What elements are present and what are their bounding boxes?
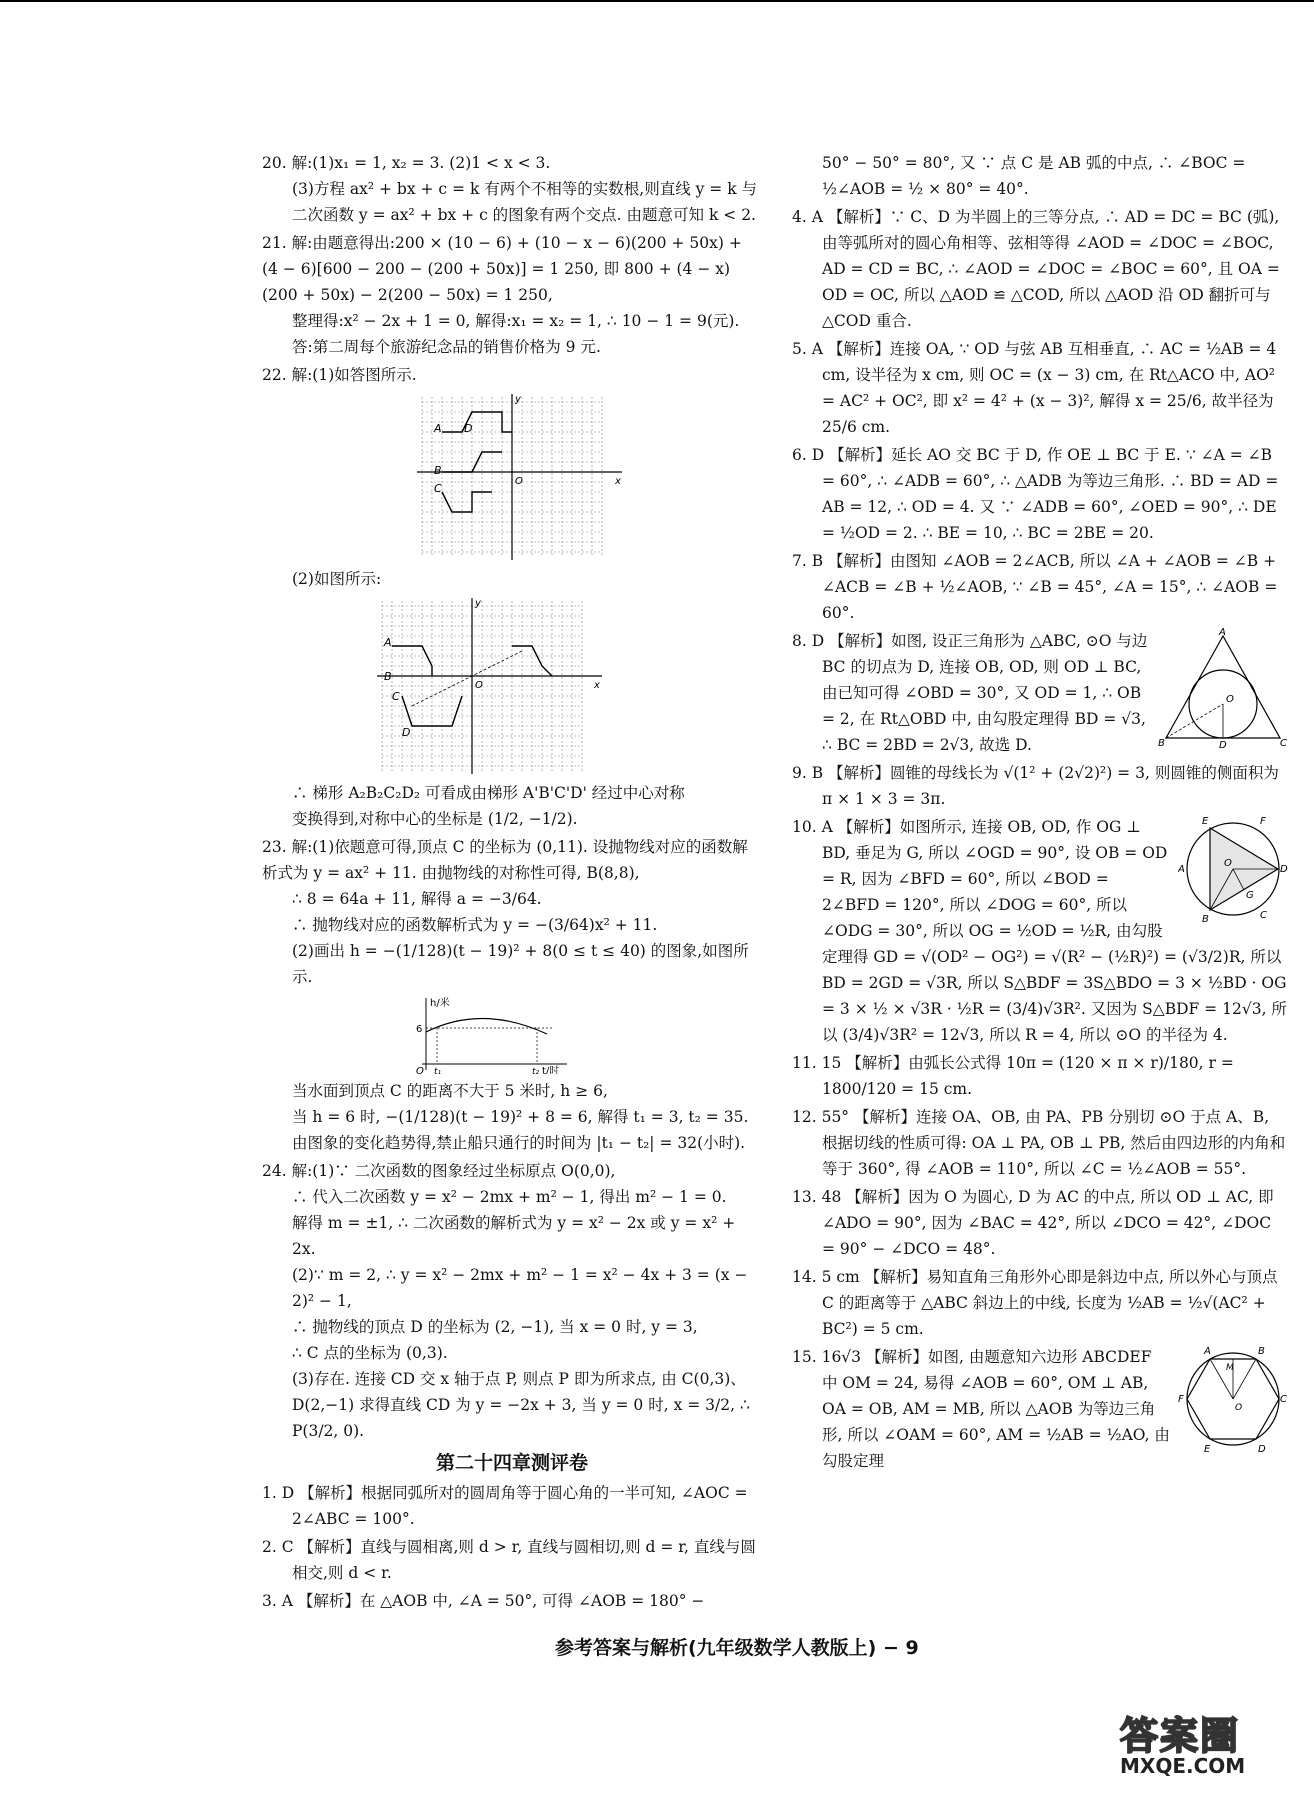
- test-answer-15-block: [792, 1344, 1288, 1474]
- hexagon-figure: [1178, 1344, 1288, 1454]
- answer-23-b-line-1: 当水面到顶点 C 的距离不大于 5 米时, h ≥ 6,: [292, 1082, 608, 1100]
- test-answer-5: 5. A 【解析】连接 OA, ∵ OD 与弦 AB 互相垂直, ∴ AC = ½AB = 4 cm, 设半径为 x cm, 则 OC = (x − 3) cm, 在 Rt△ACO 中, AO² = AC² + OC², 即 x² = 4² + (x − 3)², 解得 x = 25/6, 故半径为 25/6 cm.: [792, 340, 1277, 436]
- segment-ob-15: [1233, 1359, 1256, 1399]
- answer-24-line-3: 解得 m = ±1, ∴ 二次函数的解析式为 y = x² − 2x 或 y = x² + 2x.: [292, 1214, 736, 1258]
- test-answer-10-block: [792, 814, 1288, 1048]
- c10-label-o: O: [1224, 858, 1232, 869]
- c10-label-b: B: [1202, 914, 1209, 924]
- test-answer-6: 6. D 【解析】延长 AO 交 BC 于 D, 作 OE ⊥ BC 于 E. ∵ ∠A = ∠B = 60°, ∴ ∠ADB = 60°, ∴ △ADB 为等边三角形. ∴ BD = AD = AB = 12, ∴ OD = 4. 又 ∵ ∠ADB = 60°, ∠OED = 90°, ∴ DE = ½OD = 2. ∴ BE = 10, ∴ BC = 2BE = 20.: [792, 446, 1279, 542]
- grid-figure-1-svg: [412, 392, 632, 562]
- answer-24: [262, 1158, 762, 1444]
- answer-23-b-line-3: 由图象的变化趋势得,禁止船只通行的时间为 |t₁ − t₂| = 32(小时).: [292, 1134, 746, 1152]
- parabola-figure-svg: [412, 994, 572, 1074]
- answer-23-line-2: ∴ 8 = 64a + 11, 解得 a = −3/64.: [292, 890, 542, 908]
- label-y-1: y: [515, 394, 521, 405]
- c10-label-c: C: [1260, 910, 1267, 921]
- hex-label-c: C: [1280, 1394, 1287, 1405]
- grid-figure-2: [262, 596, 762, 776]
- circle-triangle-figure: [1178, 814, 1288, 924]
- c10-label-g: G: [1246, 890, 1254, 901]
- label-x-2: x: [594, 680, 600, 691]
- hex-label-d: D: [1258, 1444, 1266, 1454]
- hex-label-b: B: [1258, 1346, 1265, 1357]
- t-axis-label: t/时: [542, 1066, 560, 1074]
- answer-20-line-2: (3)方程 ax² + bx + c = k 有两个不相等的实数根,则直线 y = k 与二次函数 y = ax² + bx + c 的图象有两个交点. 由题意可知 k < 2.: [292, 180, 758, 224]
- test-answer-8-block: [792, 628, 1288, 758]
- label-c-2: C: [392, 690, 400, 703]
- label-x-1: x: [615, 476, 621, 487]
- trapezoid-upper: [442, 412, 512, 432]
- c10-label-f: F: [1260, 816, 1266, 827]
- answer-22-part-3-line-1: ∴ 梯形 A₂B₂C₂D₂ 可看成由梯形 A'B'C'D' 经过中心对称: [292, 784, 685, 802]
- triangle-incircle-figure: [1158, 628, 1288, 748]
- label-y-2: y: [475, 598, 481, 609]
- answer-23-b-line-2: 当 h = 6 时, −(1/128)(t − 19)² + 8 = 6, 解得 t₁ = 3, t₂ = 35.: [292, 1108, 749, 1126]
- page-footer: 参考答案与解析(九年级数学人教版上) − 9: [555, 1637, 919, 1659]
- hex-label-m: M: [1226, 1363, 1234, 1373]
- label-d-2: D: [402, 726, 411, 739]
- tri-label-a: A: [1219, 628, 1226, 638]
- test-answer-8: 8. D 【解析】如图, 设正三角形为 △ABC, ⊙O 与边 BC 的切点为 D, 连接 OB, OD, 则 OD ⊥ BC, 由已知可得 ∠OBD = 30°, 又 OD = 1, ∴ OB = 2, 在 Rt△OBD 中, 由勾股定理得 BD = √3, ∴ BC = 2BD = 2√3, 故选 D.: [792, 632, 1148, 754]
- answer-23: [262, 834, 762, 1156]
- label-d-1: D: [464, 422, 473, 435]
- test-answer-2: 2. C 【解析】直线与圆相离,则 d > r, 直线与圆相切,则 d = r, 直线与圆相交,则 d < r.: [262, 1538, 756, 1582]
- label-a-2: A: [384, 636, 392, 649]
- left-column: [262, 150, 762, 1616]
- t2-label: t₂: [532, 1067, 540, 1074]
- level-label: 6: [416, 1024, 423, 1035]
- tri-label-d: D: [1219, 740, 1227, 748]
- test-answer-1: 1. D 【解析】根据同弧所对的圆周角等于圆心角的一半可知, ∠AOC = 2∠ABC = 100°.: [262, 1484, 748, 1528]
- c10-label-d: D: [1280, 864, 1288, 875]
- answer-21: [262, 230, 762, 360]
- label-b-1: B: [434, 464, 442, 477]
- test-answer-15: 15. 16√3 【解析】如图, 由题意知六边形 ABCDEF 中 OM = 24, 易得 ∠AOB = 60°, OM ⊥ AB, OA = OB, AM = MB, 所以 △AOB 为等边三角形, 所以 ∠OAM = 60°, AM = ½AB = ½AO, 由勾股定理: [792, 1348, 1170, 1470]
- label-b-2: B: [384, 670, 392, 683]
- answer-23-line-4: (2)画出 h = −(1/128)(t − 19)² + 8(0 ≤ t ≤ 40) 的图象,如图所示.: [292, 942, 749, 986]
- label-o-2: O: [475, 680, 483, 691]
- tri-label-b: B: [1158, 738, 1165, 748]
- section-title: 第二十四章测评卷: [435, 1452, 588, 1474]
- answer-23-line-3: ∴ 抛物线对应的函数解析式为 y = −(3/64)x² + 11.: [292, 916, 658, 934]
- answer-22-part-2: (2)如图所示:: [292, 570, 382, 588]
- grid-figure-2-svg: [372, 596, 612, 776]
- h-axis-label: h/米: [430, 998, 450, 1009]
- answer-21-line-2: 整理得:x² − 2x + 1 = 0, 解得:x₁ = x₂ = 1, ∴ 10 − 1 = 9(元).: [292, 312, 740, 330]
- watermark-logo-bottom: MXQE.COM: [1120, 1754, 1246, 1778]
- watermark-logo-top: 答案圈: [1120, 1714, 1241, 1758]
- test-answer-3: 3. A 【解析】在 △AOB 中, ∠A = 50°, 可得 ∠AOB = 180° −: [262, 1592, 705, 1610]
- test-answer-11: 11. 15 【解析】由弧长公式得 10π = (120 × π × r)/180, r = 1800/120 = 15 cm.: [792, 1054, 1234, 1098]
- answer-22-part-1: 22. 解:(1)如答图所示.: [262, 366, 417, 384]
- answer-20: [262, 150, 762, 228]
- test-answer-10: 10. A 【解析】如图所示, 连接 OB, OD, 作 OG ⊥ BD, 垂足为 G, 所以 ∠OGD = 90°, 设 OB = OD = R, 因为 ∠BFD = 60°, 所以 ∠BOD = 2∠BFD = 120°, 所以 ∠DOG = 60°, 所以 ∠ODG = 30°, 所以 OG = ½OD = ½R, 由勾股定理得 GD = √(OD² − OG²) = √(R² − (½R)²) = (√3/2)R, 所以 BD = 2GD = √3R, 所以 S△BDF = 3S△BDO = 3 × ½BD · OG = 3 × ½ × √3R · ½R = (3/4)√3R². 又因为 S△BDF = 12√3, 所以 (3/4)√3R² = 12√3, 所以 R = 4, 所以 ⊙O 的半径为 4.: [792, 818, 1287, 1044]
- hex-label-e: E: [1204, 1444, 1211, 1454]
- test-answer-13: 13. 48 【解析】因为 O 为圆心, D 为 AC 的中点, 所以 OD ⊥ AC, 即 ∠ADO = 90°, 因为 ∠BAC = 42°, 所以 ∠DCO = 42°, ∠DOC = 90° − ∠DCO = 48°.: [792, 1188, 1274, 1258]
- answer-20-line-1: 20. 解:(1)x₁ = 1, x₂ = 3. (2)1 < x < 3.: [262, 154, 551, 172]
- parabola-curve: [426, 1018, 547, 1034]
- answer-24-line-7: (3)存在. 连接 CD 交 x 轴于点 P, 则点 P 即为所求点, 由 C(0,3)、D(2,−1) 求得直线 CD 为 y = −2x + 3, 当 y = 0 时, x = 3/2, ∴ P(3/2, 0).: [292, 1370, 750, 1440]
- segment-ob: [1166, 704, 1223, 738]
- hex-label-a: A: [1204, 1346, 1211, 1357]
- hex-label-o: O: [1235, 1403, 1243, 1413]
- tri-label-o: O: [1226, 694, 1234, 705]
- test-answer-9: 9. B 【解析】圆锥的母线长为 √(1² + (2√2)²) = 3, 则圆锥的侧面积为 π × 1 × 3 = 3π.: [792, 764, 1279, 808]
- answer-24-line-1: 24. 解:(1)∵ 二次函数的图象经过坐标原点 O(0,0),: [262, 1162, 616, 1180]
- label-o-1: O: [515, 476, 523, 487]
- right-column: [792, 150, 1288, 1476]
- test-answer-14: 14. 5 cm 【解析】易知直角三角形外心即是斜边中点, 所以外心与顶点 C 的距离等于 △ABC 斜边上的中线, 长度为 ½AB = ½√(AC² + BC²) = 5 cm.: [792, 1268, 1278, 1338]
- c10-label-a: A: [1178, 864, 1185, 875]
- test-answer-3-continued: 50° − 50° = 80°, 又 ∵ 点 C 是 AB 弧的中点, ∴ ∠BOC = ½∠AOB = ½ × 80° = 40°.: [822, 154, 1246, 198]
- answer-21-line-3: 答:第二周每个旅游纪念品的销售价格为 9 元.: [292, 338, 601, 356]
- answer-24-line-5: ∴ 抛物线的顶点 D 的坐标为 (2, −1), 当 x = 0 时, y = 3,: [292, 1318, 698, 1336]
- answer-21-line-1: 21. 解:由题意得出:200 × (10 − 6) + (10 − x − 6)(200 + 50x) + (4 − 6)[600 − 200 − (200 + 50x)] = 1 250, 即 800 + (4 − x)(200 + 50x) − 2(200 − 50x) = 1 250,: [262, 234, 742, 304]
- top-rule: [0, 0, 1314, 2]
- hex-label-f: F: [1178, 1394, 1184, 1405]
- answer-22-part-3-line-2: 变换得到,对称中心的坐标是 (1/2, −1/2).: [292, 810, 578, 828]
- label-c-1: C: [434, 482, 442, 495]
- answer-24-line-4: (2)∵ m = 2, ∴ y = x² − 2mx + m² − 1 = x² − 4x + 3 = (x − 2)² − 1,: [292, 1266, 748, 1310]
- origin-label: O: [416, 1066, 424, 1074]
- parabola-figure: [262, 994, 762, 1074]
- tri-label-c: C: [1280, 738, 1287, 748]
- watermark-logo: [1120, 1705, 1290, 1778]
- answer-24-line-6: ∴ C 点的坐标为 (0,3).: [292, 1344, 448, 1362]
- c10-label-e: E: [1202, 816, 1209, 827]
- answer-23-line-1: 23. 解:(1)依题意可得,顶点 C 的坐标为 (0,11). 设抛物线对应的函数解析式为 y = ax² + 11. 由抛物线的对称性可得, B(8,8),: [262, 838, 748, 882]
- test-answer-4: 4. A 【解析】∵ C、D 为半圆上的三等分点, ∴ AD = DC = BC (弧), 由等弧所对的圆心角相等、弦相等得 ∠AOD = ∠DOC = ∠BOC, AD = CD = BC, ∴ ∠AOD = ∠DOC = ∠BOC = 60°, 且 OA = OD = OC, 所以 △AOD ≌ △COD, 所以 △AOD 沿 OD 翻折可与 △COD 重合.: [792, 208, 1280, 330]
- test-answer-7: 7. B 【解析】由图知 ∠AOB = 2∠ACB, 所以 ∠A + ∠AOB = ∠B + ∠ACB = ∠B + ½∠AOB, ∵ ∠B = 45°, ∠A = 15°, ∴ ∠AOB = 60°.: [792, 552, 1278, 622]
- test-answer-12: 12. 55° 【解析】连接 OA、OB, 由 PA、PB 分别切 ⊙O 于点 A、B, 根据切线的性质可得: OA ⊥ PA, OB ⊥ PB, 然后由四边形的内角和等于 360°, 得 ∠AOB = 110°, 所以 ∠C = ½∠AOB = 55°.: [792, 1108, 1286, 1178]
- label-a-1: A: [434, 422, 442, 435]
- answer-22: [262, 362, 762, 832]
- grid-figure-1: [262, 392, 762, 562]
- answer-24-line-2: ∴ 代入二次函数 y = x² − 2mx + m² − 1, 得出 m² − 1 = 0.: [292, 1188, 727, 1206]
- t1-label: t₁: [434, 1067, 442, 1074]
